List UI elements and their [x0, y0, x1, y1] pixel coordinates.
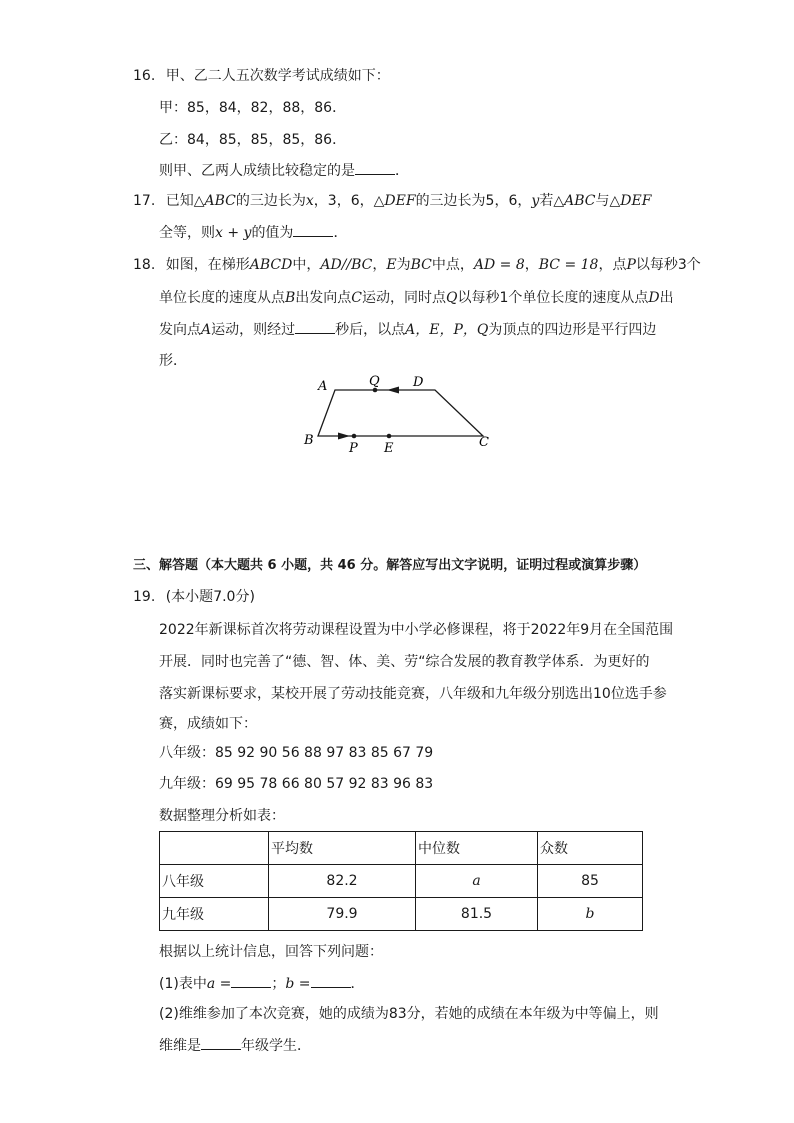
q19-score-value: 7.0 — [213, 589, 236, 605]
table-cell: a — [416, 865, 538, 898]
q19-subquestion-2-line-2 — [159, 1035, 311, 1056]
q18-bc: BC — [410, 257, 432, 273]
q18-a: A — [201, 322, 212, 338]
q16-answer-blank — [355, 160, 395, 175]
table-header-cell — [160, 832, 269, 865]
q17-text: 若 — [539, 193, 554, 209]
q16-jia-scores: 甲：85，84，82，88，86． — [159, 100, 347, 116]
q17-text: 已知 — [165, 193, 194, 209]
q17-number: 17. — [133, 193, 156, 209]
table-cell: 82.2 — [269, 865, 416, 898]
q19-text: ； — [271, 976, 286, 992]
q18-answer-blank — [295, 319, 335, 334]
q19-text: (1)表中 — [159, 976, 207, 992]
q18-b: B — [285, 290, 296, 306]
label-c: C — [479, 435, 489, 450]
q18-text: 如图，在梯形 — [165, 257, 250, 273]
q18-text: 以每秒1个单位长度的速度从点 — [457, 290, 649, 306]
section-3-heading: 三、解答题（本大题共 6 小题，共 46 分。解答应写出文字说明，证明过程或演算步骤） — [133, 558, 647, 573]
triangle-symbol: △ — [193, 193, 205, 209]
q18-c: C — [351, 290, 363, 306]
q17-line-1 — [133, 191, 651, 211]
label-e: E — [384, 441, 394, 456]
stats-table — [159, 831, 643, 931]
q18-bc-eq: BC = 18 — [538, 257, 599, 273]
q17-def: DEF — [620, 193, 652, 209]
q16-question — [159, 160, 409, 181]
q16-question-text: 则甲、乙两人成绩比较稳定的是 — [159, 163, 355, 179]
q19-grade9-scores: 九年级：69 95 78 66 80 57 92 83 96 83 — [159, 776, 434, 792]
triangle-symbol: △ — [609, 193, 621, 209]
table-header-row — [160, 832, 643, 865]
q16-stem: 甲、乙二人五次数学考试成绩如下： — [165, 68, 390, 84]
q18-text: 中， — [292, 257, 321, 273]
q19-after-table: 根据以上统计信息，回答下列问题： — [159, 944, 383, 960]
q18-text: 出 — [659, 290, 674, 306]
q18-text: ，点 — [598, 257, 627, 273]
table-header-cell: 众数 — [538, 832, 643, 865]
q17-y: y — [531, 193, 540, 209]
q19-subquestion-1 — [159, 973, 365, 994]
q19-paragraph-line-2: 开展．同时也完善了“德、智、体、美、劳“综合发展的教育教学体系．为更好的 — [159, 654, 650, 670]
trapezoid-figure — [295, 368, 505, 458]
q17-text: 全等，则 — [159, 225, 215, 241]
q18-abcd: ABCD — [249, 257, 293, 273]
q17-text: ，3，6， — [313, 193, 374, 209]
q16-yi-scores: 乙：84，85，85，85，86． — [159, 132, 347, 148]
table-row — [160, 865, 643, 898]
q18-ad-eq: AD = 8 — [473, 257, 525, 273]
q17-def: DEF — [384, 193, 416, 209]
table-header-cell: 中位数 — [416, 832, 538, 865]
q17-text: 的三边长为 — [235, 193, 306, 209]
q19-paragraph-line-1: 2022年新课标首次将劳动课程设置为中小学必修课程，将于2022年9月在全国范围 — [159, 622, 674, 638]
q18-p: P — [626, 257, 636, 273]
q19-grade-answer-blank — [201, 1035, 241, 1050]
triangle-symbol: △ — [553, 193, 565, 209]
q18-q: Q — [446, 290, 458, 306]
table-cell: 81.5 — [416, 898, 538, 931]
q19-score-text: 分) — [235, 589, 255, 605]
q19-heading — [133, 587, 255, 607]
q17-x: x — [305, 193, 314, 209]
q19-a-eq: a = — [206, 976, 232, 992]
q18-line-3 — [159, 319, 656, 340]
point-e-dot — [387, 434, 392, 439]
q17-text: ． — [333, 225, 348, 241]
q18-parallel: AD//BC — [320, 257, 373, 273]
q17-xy: x + y — [215, 225, 252, 241]
q17-line-2 — [159, 222, 347, 243]
q18-text: 中点， — [431, 257, 474, 273]
q18-d: D — [648, 290, 660, 306]
q19-b-answer-blank — [311, 973, 351, 988]
q18-text: 秒后，以点 — [335, 322, 406, 338]
q16-stem-line — [133, 66, 390, 86]
q18-text: ， — [372, 257, 387, 273]
q18-e: E — [386, 257, 397, 273]
q19-number: 19. — [133, 589, 156, 605]
q17-text: 的值为 — [251, 225, 294, 241]
label-q: Q — [369, 374, 380, 389]
q18-text: 为 — [396, 257, 411, 273]
q19-a-answer-blank — [231, 973, 271, 988]
q18-text: 为顶点的四边形是平行四边 — [488, 322, 657, 338]
label-a: A — [318, 379, 328, 394]
table-cell: 79.9 — [269, 898, 416, 931]
trapezoid-outline — [318, 390, 483, 436]
q18-text: 出发向点 — [295, 290, 352, 306]
q18-line-2 — [159, 288, 674, 308]
q18-line-1 — [133, 255, 701, 275]
table-cell: 85 — [538, 865, 643, 898]
q19-subquestion-2-line-1: (2)维维参加了本次竞赛，她的成绩为83分，若她的成绩在本年级为中等偏上，则 — [159, 1006, 659, 1022]
table-header-cell: 平均数 — [269, 832, 416, 865]
q18-text: 单位长度的速度从点 — [159, 290, 285, 306]
label-b: B — [304, 433, 314, 448]
q19-text: ． — [350, 976, 365, 992]
point-p-dot — [352, 434, 357, 439]
q17-text: 与 — [595, 193, 610, 209]
q18-text: ， — [524, 257, 539, 273]
q18-text: 发向点 — [159, 322, 201, 338]
q17-abc: ABC — [564, 193, 596, 209]
table-cell: 九年级 — [160, 898, 269, 931]
q17-abc: ABC — [204, 193, 236, 209]
q17-answer-blank — [293, 222, 333, 237]
label-d: D — [413, 375, 424, 390]
q17-text: 的三边长为5，6， — [415, 193, 532, 209]
triangle-symbol: △ — [373, 193, 385, 209]
q16-number: 16. — [133, 68, 156, 84]
q19-score-text: (本小题 — [165, 589, 214, 605]
q19-text: 维维是 — [159, 1038, 201, 1054]
q18-line-4: 形． — [159, 353, 187, 369]
q19-table-intro: 数据整理分析如表： — [159, 808, 285, 824]
q18-number: 18. — [133, 257, 156, 273]
q18-text: 运动，同时点 — [362, 290, 447, 306]
arrow-p-right-icon — [338, 433, 350, 440]
table-row — [160, 898, 643, 931]
label-p: P — [349, 441, 358, 456]
arrow-q-left-icon — [387, 387, 399, 394]
q19-paragraph-line-3: 落实新课标要求，某校开展了劳动技能竞赛，八年级和九年级分别选出10位选手参 — [159, 686, 667, 702]
q19-text: 年级学生． — [241, 1038, 311, 1054]
q18-points: A，E，P，Q — [405, 322, 489, 338]
q16-question-end: ． — [395, 163, 409, 179]
q18-text: 以每秒3个 — [635, 257, 701, 273]
q19-paragraph-line-4: 赛，成绩如下： — [159, 716, 257, 732]
q19-b-eq: b = — [285, 976, 311, 992]
table-cell: b — [538, 898, 643, 931]
q19-grade8-scores: 八年级：85 92 90 56 88 97 83 85 67 79 — [159, 745, 434, 761]
q18-text: 运动，则经过 — [211, 322, 296, 338]
table-cell: 八年级 — [160, 865, 269, 898]
